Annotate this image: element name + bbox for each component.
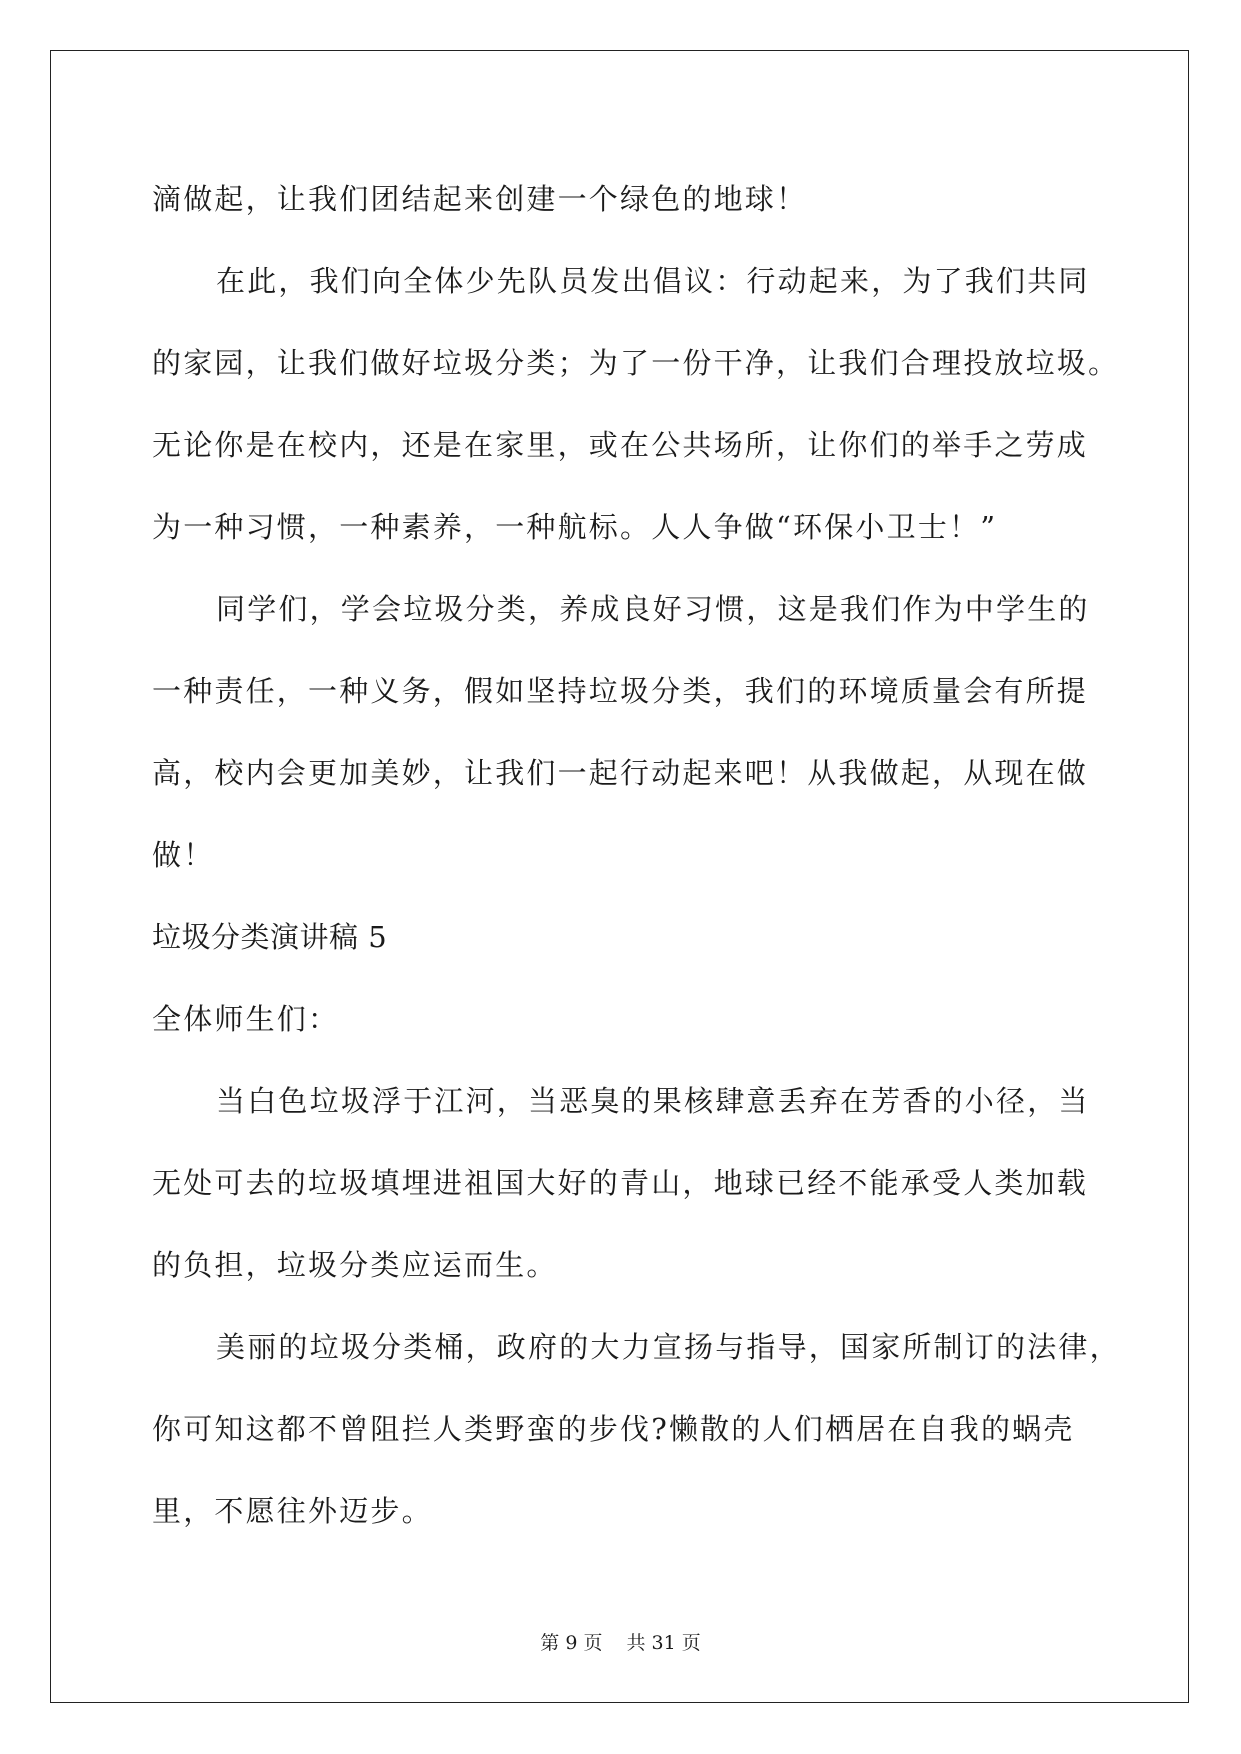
page-number: 第 9 页: [540, 1632, 603, 1654]
text-line: 的家园，让我们做好垃圾分类；为了一份干净，让我们合理投放垃圾。: [152, 346, 1120, 380]
text-line: 无论你是在校内，还是在家里，或在公共场所，让你们的举手之劳成: [152, 428, 1089, 462]
document-body: [152, 158, 1121, 1552]
paragraph-start-line: 美丽的垃圾分类桶，政府的大力宣扬与指导，国家所制订的法律，: [216, 1330, 1121, 1364]
salutation: 全体师生们：: [152, 1002, 340, 1036]
text-line: 里，不愿往外迈步。: [152, 1494, 433, 1528]
text-line: 的负担，垃圾分类应运而生。: [152, 1248, 558, 1282]
text-line: 高，校内会更加美妙，让我们一起行动起来吧！从我做起，从现在做: [152, 756, 1089, 790]
text-line: 做！: [152, 838, 215, 872]
paragraph-start-line: 同学们，学会垃圾分类，养成良好习惯，这是我们作为中学生的: [216, 592, 1090, 626]
text-line: 为一种习惯，一种素养，一种航标。人人争做“环保小卫士！”: [152, 510, 998, 544]
text-line: 一种责任，一种义务，假如坚持垃圾分类，我们的环境质量会有所提: [152, 674, 1089, 708]
section-heading: 垃圾分类演讲稿 5: [152, 920, 388, 954]
page-total: 共 31 页: [626, 1632, 701, 1654]
text-line: 你可知这都不曾阻拦人类野蛮的步伐?懒散的人们栖居在自我的蜗壳: [152, 1412, 1075, 1446]
paragraph-start-line: 在此，我们向全体少先队员发出倡议：行动起来，为了我们共同: [216, 264, 1090, 298]
paragraph-start-line: 当白色垃圾浮于江河，当恶臭的果核肆意丢弃在芳香的小径，当: [216, 1084, 1090, 1118]
text-line: 滴做起，让我们团结起来创建一个绿色的地球！: [152, 182, 808, 216]
text-line: 无处可去的垃圾填埋进祖国大好的青山，地球已经不能承受人类加载: [152, 1166, 1089, 1200]
page-footer: [0, 1628, 1241, 1655]
